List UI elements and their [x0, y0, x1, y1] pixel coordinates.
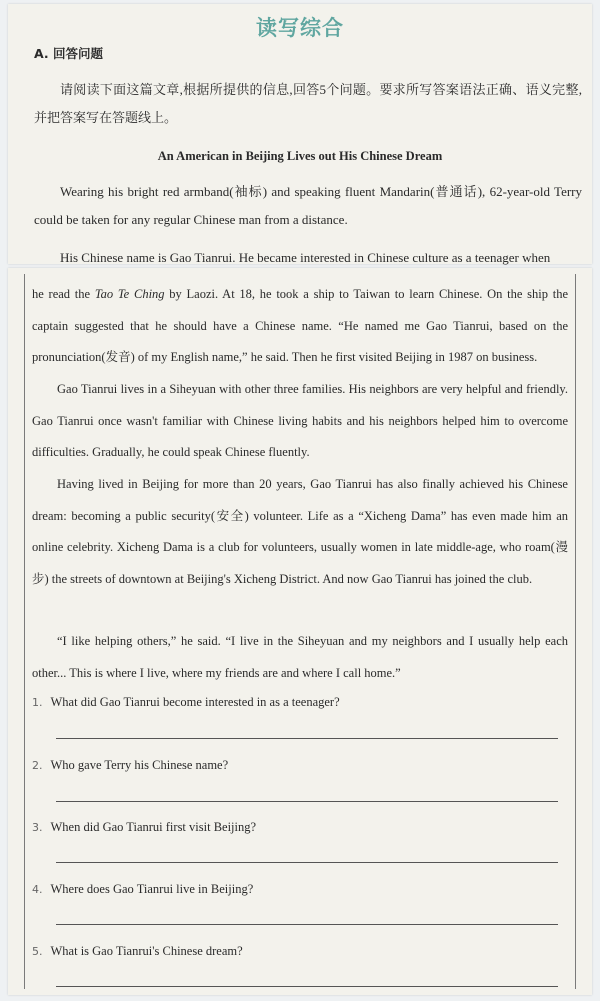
- paragraph-2-start: His Chinese name is Gao Tianrui. He became interested in Chinese culture as a teenager when: [60, 250, 551, 265]
- para2-text-b: by Laozi. At 18, he took a ship to Taiwan to learn Chinese. On the ship the captain suggested that he should have a Chinese name. “He named me Gao Tianrui, based on the pronunciation(发音) of my English name,” he said. Then he first visited Beijing in 1987 on business.: [32, 287, 569, 364]
- answer-line-5[interactable]: [56, 986, 558, 987]
- section-heading: A. 回答问题: [34, 46, 104, 61]
- question-5: [32, 944, 568, 959]
- book-title: Tao Te Ching: [94, 287, 165, 301]
- answer-line-4[interactable]: [56, 924, 558, 925]
- question-4: [32, 882, 568, 897]
- question-number: 5.: [32, 945, 43, 958]
- question-text: When did Gao Tianrui first visit Beijing?: [50, 820, 257, 834]
- para2-text-a: he read the: [32, 287, 95, 301]
- top-panel: [8, 4, 592, 264]
- question-number: 2.: [32, 759, 43, 772]
- question-text: Who gave Terry his Chinese name?: [50, 758, 229, 772]
- paragraph-2-continued: [32, 279, 568, 374]
- page-title: 读写综合: [256, 16, 344, 40]
- question-3: [32, 820, 568, 835]
- article-headline: An American in Beijing Lives out His Chinese Dream: [157, 149, 443, 163]
- question-text: What is Gao Tianrui's Chinese dream?: [50, 944, 243, 958]
- paragraph-3: Gao Tianrui lives in a Siheyuan with other three families. His neighbors are very helpful and friendly. Gao Tianrui once wasn't familiar with Chinese living habits and his neighbors helped him to overcome difficulties. Gradually, he could speak Chinese fluently.: [32, 382, 568, 459]
- bottom-panel: [8, 268, 592, 995]
- question-text: Where does Gao Tianrui live in Beijing?: [50, 882, 254, 896]
- answer-line-2[interactable]: [56, 801, 558, 802]
- answer-line-1[interactable]: [56, 738, 558, 739]
- answer-line-3[interactable]: [56, 862, 558, 863]
- question-2: [32, 758, 568, 773]
- question-1: [32, 695, 568, 710]
- paragraph-4: Having lived in Beijing for more than 20 years, Gao Tianrui has also finally achieved his Chinese dream: becoming a public security(安全) volunteer. Life as a “Xicheng Dama” has even made him an online celebrity. Xicheng Dama is a club for volunteers, usually women in late middle-age, who roam(漫步) the streets of downtown at Beijing's Xicheng District. And now Gao Tianrui has joined the club.: [32, 477, 568, 586]
- question-number: 1.: [32, 696, 43, 709]
- question-number: 4.: [32, 883, 43, 896]
- instructions: 请阅读下面这篇文章,根据所提供的信息,回答5个问题。要求所写答案语法正确、语义完整,并把答案写在答题线上。: [34, 82, 582, 125]
- question-number: 3.: [32, 821, 43, 834]
- frame-line-right: [575, 274, 576, 989]
- paragraph-5: “I like helping others,” he said. “I live in the Siheyuan and my neighbors and I usually help each other... This is where I live, where my friends are and where I call home.”: [32, 634, 568, 680]
- question-text: What did Gao Tianrui become interested in as a teenager?: [50, 695, 340, 709]
- frame-line-left: [24, 274, 25, 989]
- paragraph-1: Wearing his bright red armband(袖标) and speaking fluent Mandarin(普通话), 62-year-old Terry could be taken for any regular Chinese man from a distance.: [34, 184, 582, 227]
